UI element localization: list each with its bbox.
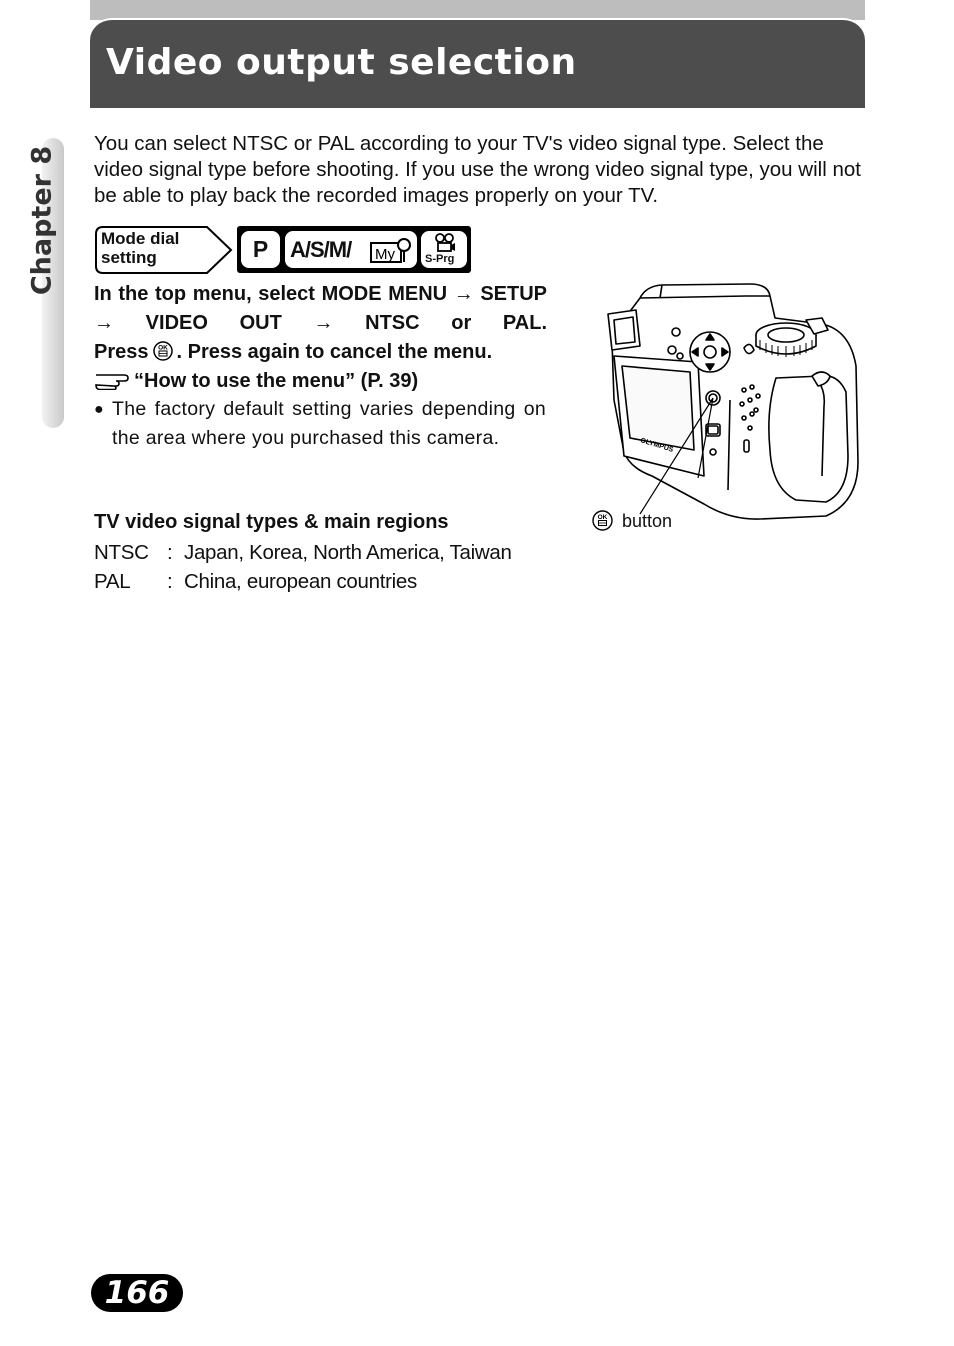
tv-signal-regions: China, european countries [184,570,417,593]
my-mode-text: My [375,246,395,263]
mode-dial-label [101,229,179,267]
movie-icon [434,233,456,253]
reference-line [94,367,418,396]
svg-text:OK: OK [597,514,608,521]
my-mode-icon [369,236,413,264]
pointing-hand-icon [94,370,130,390]
mode-dial-strip [237,226,471,273]
mode-dial-label-line1: Mode dial [101,229,180,248]
bullet-note [94,395,546,453]
mode-dial-label-line2: setting [101,248,157,267]
mode-p: P [241,231,280,268]
chapter-label-wrap [24,145,60,298]
ok-button-icon [153,341,173,361]
tv-signal-type: NTSC [94,541,149,564]
bullet-dot-icon: ● [94,401,104,418]
svg-text:OK: OK [157,344,168,352]
mode-asm-my [285,231,417,268]
mode-sprg [421,231,467,268]
mode-asm-text: A/S/M/ [290,237,352,262]
bullet-text: The factory default setting varies depending on the area where you purchased this camera. [112,398,546,449]
intro-paragraph: You can select NTSC or PAL according to your TV's video signal type. Select the video signal type before shooting. If you use the wrong video signal type, you will not be able to play back the recorded images properly on your TV. [94,132,861,207]
reference-text: “How to use the menu” (P. 39) [134,370,419,392]
tv-signal-sep: : [167,541,173,564]
page-number: 166 [91,1274,183,1312]
mode-dial-label-box [95,226,231,272]
brand-text: OLYMPUS [639,437,674,454]
page-header [90,18,865,108]
page-title: Video output selection [106,42,577,83]
press-suffix: . Press again to cancel the menu. [176,341,493,363]
ok-button-caption [592,510,672,532]
ok-button-icon [592,510,613,531]
top-band [90,0,865,20]
tv-signal-sep: : [167,570,173,593]
tv-signal-type: PAL [94,570,131,593]
press-prefix: Press [94,341,149,363]
camera-illustration [597,280,862,525]
chapter-label: Chapter 8 [26,145,58,296]
mode-sprg-text: S-Prg [425,253,455,265]
tv-signal-regions: Japan, Korea, North America, Taiwan [184,541,512,564]
instruction-press [94,338,547,367]
ok-button-caption-text: button [622,511,673,531]
tv-signal-title: TV video signal types & main regions [94,511,449,533]
instruction-menu-path: In the top menu, select MODE MENU → SETUP → VIDEO OUT → NTSC or PAL. [94,283,547,334]
